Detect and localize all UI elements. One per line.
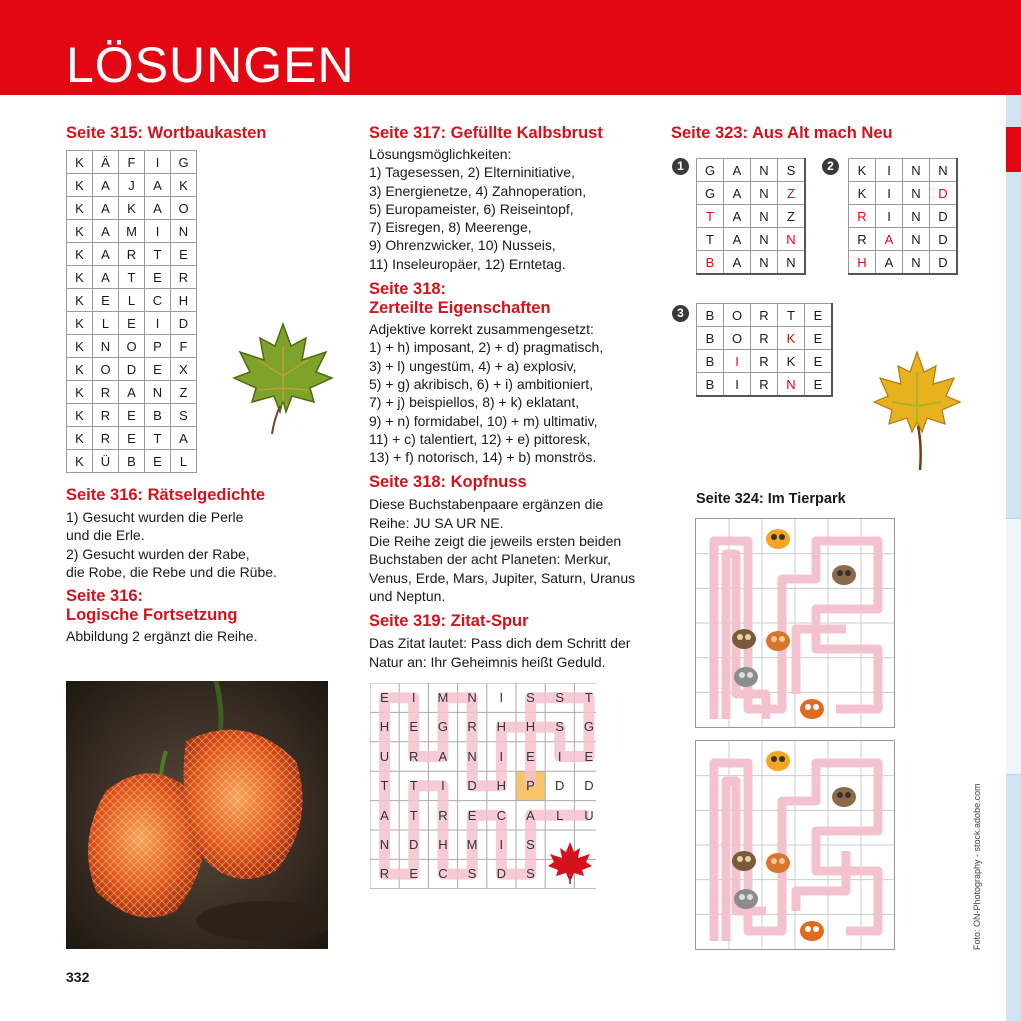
s318a-text-line: Adjektive korrekt zusammengesetzt: — [369, 321, 594, 338]
grid-cell: D — [119, 358, 145, 381]
grid-cell: R — [93, 381, 119, 404]
grid-cell: A — [380, 807, 389, 823]
grid-cell: N — [467, 690, 477, 705]
s316-text-line: 1) Gesucht wurden die Perle — [66, 509, 244, 525]
grid-cell: N — [93, 335, 119, 358]
grid-row — [697, 182, 806, 205]
grid-cell: E — [145, 358, 171, 381]
grid-cell: A — [724, 228, 751, 251]
grid-cell: N — [467, 748, 477, 764]
grid-cell: D — [496, 866, 506, 882]
grid-cell: T — [409, 807, 418, 823]
grid-row — [849, 205, 958, 228]
grid-cell: T — [145, 427, 171, 450]
grid-cell: E — [805, 327, 833, 350]
grid-cell: B — [697, 373, 724, 397]
grid-row — [67, 404, 197, 427]
raccoon-icon — [734, 667, 758, 687]
grid-cell: D — [930, 251, 958, 275]
maple-leaf-red-icon — [546, 840, 594, 884]
grid-cell: Z — [778, 205, 806, 228]
grid-cell: A — [93, 197, 119, 220]
grid-cell: K — [67, 358, 93, 381]
grid-cell: E — [119, 312, 145, 335]
grid-cell: R — [379, 866, 390, 882]
grid-row — [697, 304, 833, 327]
s318a-heading-2: Zerteilte Eigenschaften — [369, 299, 551, 318]
grid-cell: M — [437, 690, 449, 705]
grid-cell: A — [93, 174, 119, 197]
grid-cell: C — [438, 866, 448, 882]
grid-cell: E — [119, 404, 145, 427]
grid-cell: I — [499, 748, 504, 764]
hedgehog-icon — [832, 787, 856, 807]
header-banner — [0, 0, 1021, 95]
tierpark-maze-1 — [695, 518, 895, 728]
grid-row — [67, 197, 197, 220]
grid-cell: I — [145, 220, 171, 243]
grid-cell: O — [93, 358, 119, 381]
grid-cell: I — [499, 690, 504, 705]
grid-cell: K — [67, 174, 93, 197]
raccoon-icon — [734, 889, 758, 909]
s319-text — [369, 634, 659, 671]
grid-cell: I — [876, 159, 903, 182]
s318b-text-line: Venus, Erde, Mars, Jupiter, Saturn, Uranus — [369, 569, 636, 586]
s316-text — [66, 508, 336, 581]
grid-cell: B — [119, 450, 145, 473]
grid-cell: S — [526, 837, 535, 852]
grid-cell: E — [409, 866, 419, 882]
grid-cell: H — [496, 778, 506, 794]
squirrel-icon — [766, 631, 790, 651]
grid-cell: A — [93, 243, 119, 266]
grid-cell: A — [526, 807, 535, 823]
grid-cell: O — [171, 197, 197, 220]
s317-text-line: 7) Eisregen, 8) Meerenge, — [369, 219, 532, 236]
hedgehog-icon — [832, 565, 856, 585]
grid-cell: S — [555, 690, 565, 705]
s316-text-line: die Robe, die Rebe und die Rübe. — [66, 563, 277, 580]
grid-cell: D — [467, 778, 477, 794]
grid-cell: R — [408, 748, 419, 764]
grid-cell: D — [930, 228, 958, 251]
s316b-text: Abbildung 2 ergänzt die Reihe. — [66, 628, 258, 645]
grid-cell: E — [93, 289, 119, 312]
grid-cell: O — [724, 304, 751, 327]
grid-cell: D — [554, 778, 565, 794]
s318a-text-line: 1) + h) imposant, 2) + d) pragmatisch, — [369, 339, 604, 356]
s318b-text-line: Diese Buchstabenpaare ergänzen die — [369, 496, 604, 513]
grid-cell: K — [67, 197, 93, 220]
grid-cell: K — [778, 327, 805, 350]
grid-row — [67, 312, 197, 335]
grid-cell: A — [145, 197, 171, 220]
s318a-text-line: 7) + j) beispiellos, 8) + k) eklatant, — [369, 394, 580, 411]
grid-cell: K — [67, 450, 93, 473]
grid-row — [697, 373, 833, 397]
grid-row — [697, 327, 833, 350]
grid-cell: E — [171, 243, 197, 266]
s319-heading: Seite 319: Zitat-Spur — [369, 612, 529, 631]
grid-cell: A — [724, 159, 751, 182]
s317-heading: Seite 317: Gefüllte Kalbsbrust — [369, 124, 603, 142]
grid-cell: A — [438, 748, 448, 764]
s318b-text-line: und Neptun. — [369, 587, 446, 604]
grid-cell: D — [408, 837, 419, 852]
photo-credit: Foto: ON-Photography - stock.adobe.com — [972, 783, 982, 950]
maze-path — [796, 851, 846, 911]
grid-cell: A — [724, 251, 751, 275]
s318b-text-line: Die Reihe zeigt die jeweils ersten beiden — [369, 533, 622, 550]
grid-cell: X — [171, 358, 197, 381]
s318a-text-line: 3) + l) ungestüm, 4) + a) explosiv, — [369, 357, 577, 374]
grid-cell: L — [119, 289, 145, 312]
s316-heading: Seite 316: Rätselgedichte — [66, 486, 265, 504]
grid-cell: K — [67, 243, 93, 266]
grid-row — [697, 159, 806, 182]
grid-cell: G — [697, 182, 724, 205]
grid-row — [849, 228, 958, 251]
grid-cell: O — [119, 335, 145, 358]
grid-cell: S — [526, 866, 535, 882]
grid-cell: G — [437, 719, 448, 735]
grid-cell: F — [171, 335, 197, 358]
grid-row — [67, 243, 197, 266]
grid-row — [67, 335, 197, 358]
s317-text-line: 11) Inseleuropäer, 12) Erntetag. — [369, 255, 566, 272]
bird-icon — [766, 529, 790, 549]
grid-cell: B — [697, 251, 724, 275]
grid-cell: N — [145, 381, 171, 404]
grid-cell: A — [119, 381, 145, 404]
s319-text-line: Natur an: Ihr Geheimnis heißt Geduld. — [369, 653, 606, 670]
grid-cell: L — [93, 312, 119, 335]
grid-2-number-badge: 2 — [822, 158, 839, 175]
grid-cell: D — [584, 778, 594, 794]
s318a-text-line: 5) + g) akribisch, 6) + i) ambitioniert, — [369, 375, 594, 392]
s317-text-line: 9) Ohrenzwicker, 10) Nusseis, — [369, 237, 556, 254]
s317-text-line: Lösungsmöglichkeiten: — [369, 146, 512, 162]
grid-cell: K — [67, 335, 93, 358]
grid-cell: N — [930, 159, 958, 182]
tierpark-maze-2 — [695, 740, 895, 950]
maze-drawing — [696, 519, 894, 727]
s318b-text — [369, 495, 659, 605]
grid-cell: Ü — [93, 450, 119, 473]
grid-row — [849, 182, 958, 205]
grid-cell: N — [751, 159, 778, 182]
grid-cell: B — [697, 350, 724, 373]
grid-cell: R — [751, 373, 778, 397]
grid-row — [67, 289, 197, 312]
grid-cell: M — [466, 837, 478, 852]
grid-row — [67, 220, 197, 243]
grid-cell: I — [145, 312, 171, 335]
grid-cell: N — [778, 251, 806, 275]
grid-row — [849, 159, 958, 182]
grid-cell: N — [903, 205, 930, 228]
grid-row — [67, 427, 197, 450]
grid-cell: R — [93, 404, 119, 427]
s319-text-line: Das Zitat lautet: Pass dich dem Schritt der — [369, 635, 631, 652]
grid-cell: R — [751, 350, 778, 373]
grid-cell: I — [145, 151, 171, 174]
grid-cell: N — [751, 228, 778, 251]
side-tab-marker — [1006, 127, 1021, 172]
s318b-text-line: Buchstaben der acht Planeten: Merkur, — [369, 551, 612, 568]
grid-cell: R — [171, 266, 197, 289]
grid-cell: N — [171, 220, 197, 243]
s316b-heading-2: Logische Fortsetzung — [66, 606, 238, 625]
grid-cell: K — [67, 151, 93, 174]
grid-cell: G — [583, 719, 594, 735]
grid-cell: R — [467, 719, 477, 735]
grid-cell: E — [145, 266, 171, 289]
grid-cell: D — [171, 312, 197, 335]
grid-cell: I — [724, 373, 751, 397]
grid-cell: R — [119, 243, 145, 266]
s316-text-line: 2) Gesucht wurden der Rabe, — [66, 545, 250, 562]
grid-cell: K — [67, 427, 93, 450]
grid-cell: U — [379, 748, 390, 764]
grid-cell: N — [903, 159, 930, 182]
grid-row — [697, 205, 806, 228]
grid-cell: I — [557, 748, 562, 764]
grid-cell: N — [751, 205, 778, 228]
grid-cell: A — [93, 220, 119, 243]
grid-row — [67, 151, 197, 174]
s316-text-line: und die Erle. — [66, 527, 145, 544]
grid-cell: F — [119, 151, 145, 174]
fox-icon — [800, 921, 824, 941]
grid-row — [67, 450, 197, 473]
grid-cell: H — [496, 719, 506, 735]
grid-row — [849, 251, 958, 275]
physalis-photo — [66, 681, 328, 949]
grid-cell: K — [67, 289, 93, 312]
grid-cell: P — [526, 778, 535, 794]
grid-cell: S — [778, 159, 806, 182]
s318b-heading: Seite 318: Kopfnuss — [369, 473, 527, 492]
grid-cell: E — [409, 719, 419, 735]
maze-path — [796, 629, 846, 694]
grid-cell: K — [67, 404, 93, 427]
grid-row — [67, 174, 197, 197]
grid-cell: I — [724, 350, 751, 373]
grid-cell: N — [903, 251, 930, 275]
grid-cell: T — [697, 228, 724, 251]
grid-cell: K — [67, 381, 93, 404]
page-title: LÖSUNGEN — [66, 37, 355, 93]
grid-cell: E — [467, 807, 477, 823]
grid-cell: Z — [171, 381, 197, 404]
s317-text — [369, 145, 659, 273]
grid-row — [67, 358, 197, 381]
grid-cell: E — [119, 427, 145, 450]
bird-icon — [766, 751, 790, 771]
grid-cell: N — [379, 837, 390, 852]
s318a-text-line: 9) + n) formidabel, 10) + m) ultimativ, — [369, 412, 598, 429]
grid-cell: A — [876, 228, 903, 251]
page-number: 332 — [66, 969, 90, 985]
grid-cell: R — [849, 205, 876, 228]
s318a-text-line: 11) + c) talentiert, 12) + e) pittoresk, — [369, 430, 591, 447]
side-tab-preview — [1006, 518, 1021, 775]
grid-3-number-badge: 3 — [672, 305, 689, 322]
grid-cell: U — [584, 807, 594, 823]
grid-cell: I — [876, 182, 903, 205]
grid-cell: J — [119, 174, 145, 197]
maze-drawing — [696, 741, 894, 949]
grid-cell: H — [525, 719, 536, 735]
grid-cell: Ä — [93, 151, 119, 174]
grid-cell: E — [380, 690, 389, 705]
grid-cell: B — [697, 327, 724, 350]
grid-cell: K — [849, 182, 876, 205]
grid-cell: S — [555, 719, 565, 735]
grid-cell: K — [171, 174, 197, 197]
s324-heading: Seite 324: Im Tierpark — [696, 491, 846, 507]
grid-cell: I — [411, 690, 416, 705]
owl-icon — [732, 851, 756, 871]
grid-cell: L — [556, 807, 564, 823]
grid-cell: T — [380, 778, 389, 794]
maple-leaf-yellow-image — [872, 346, 962, 472]
grid-cell: B — [145, 404, 171, 427]
grid-cell: S — [467, 866, 477, 882]
grid-cell: G — [697, 159, 724, 182]
grid-cell: R — [438, 807, 448, 823]
grid-cell: B — [697, 304, 724, 327]
grid-cell: I — [441, 778, 445, 794]
owl-icon — [732, 629, 756, 649]
s318b-text-line: Reihe: JU SA UR NE. — [369, 514, 504, 531]
grid-cell: E — [805, 373, 833, 397]
grid-cell: A — [93, 266, 119, 289]
grid-cell: D — [930, 205, 958, 228]
grid-1-number-badge: 1 — [672, 158, 689, 175]
grid-cell: I — [499, 837, 504, 852]
grid-cell: C — [145, 289, 171, 312]
grid-cell: R — [751, 327, 778, 350]
grid-cell: K — [849, 159, 876, 182]
grid-cell: Z — [778, 182, 806, 205]
grid-cell: A — [171, 427, 197, 450]
grid-cell: K — [67, 220, 93, 243]
grid-cell: T — [119, 266, 145, 289]
grid-cell: H — [171, 289, 197, 312]
wortbaukasten-grid — [66, 150, 197, 473]
grid-cell: M — [119, 220, 145, 243]
grid-cell: C — [496, 807, 506, 823]
grid-cell: T — [697, 205, 724, 228]
grid-cell: T — [778, 304, 805, 327]
grid-cell: K — [778, 350, 805, 373]
grid-row — [697, 251, 806, 275]
grid-cell: T — [409, 778, 418, 794]
s317-text-line: 5) Europameister, 6) Reiseintopf, — [369, 200, 574, 217]
grid-cell: N — [778, 228, 806, 251]
grid-cell: K — [67, 266, 93, 289]
s317-text-line: 3) Energienetze, 4) Zahnoperation, — [369, 182, 587, 199]
alt-neu-grid-2 — [848, 158, 958, 275]
grid-cell: E — [145, 450, 171, 473]
grid-cell: L — [171, 450, 197, 473]
grid-row — [67, 266, 197, 289]
grid-cell: N — [778, 373, 805, 397]
s318a-text-line: 13) + f) notorisch, 14) + b) monströs. — [369, 449, 597, 466]
s315-heading: Seite 315: Wortbaukasten — [66, 124, 267, 142]
grid-cell: R — [751, 304, 778, 327]
fox-icon — [800, 699, 824, 719]
s323-heading: Seite 323: Aus Alt mach Neu — [671, 124, 893, 142]
grid-cell: K — [67, 312, 93, 335]
grid-cell: N — [751, 182, 778, 205]
grid-cell: R — [849, 228, 876, 251]
grid-cell: E — [526, 748, 535, 764]
grid-cell: N — [903, 182, 930, 205]
s317-text-line: 1) Tagesessen, 2) Elterninitiative, — [369, 164, 575, 181]
s318a-heading-1: Seite 318: — [369, 280, 447, 299]
grid-cell: D — [930, 182, 958, 205]
grid-cell: E — [584, 748, 594, 764]
grid-cell: A — [876, 251, 903, 275]
grid-cell: T — [584, 690, 593, 705]
s316b-heading-1: Seite 316: — [66, 587, 144, 606]
grid-cell: R — [93, 427, 119, 450]
s318a-text — [369, 320, 659, 466]
grid-cell: H — [438, 837, 448, 852]
grid-row — [697, 350, 833, 373]
grid-row — [697, 228, 806, 251]
grid-cell: N — [903, 228, 930, 251]
grid-cell: H — [379, 719, 390, 735]
column-middle — [369, 124, 659, 671]
grid-cell: K — [119, 197, 145, 220]
grid-cell: E — [805, 304, 833, 327]
grid-cell: A — [724, 205, 751, 228]
grid-cell: O — [724, 327, 751, 350]
grid-cell: N — [751, 251, 778, 275]
grid-cell: S — [171, 404, 197, 427]
grid-cell: G — [171, 151, 197, 174]
grid-cell: H — [849, 251, 876, 275]
grid-cell: T — [145, 243, 171, 266]
alt-neu-grid-3 — [696, 303, 833, 397]
grid-cell: A — [145, 174, 171, 197]
grid-cell: S — [526, 690, 535, 705]
grid-cell: P — [145, 335, 171, 358]
squirrel-icon — [766, 853, 790, 873]
alt-neu-grid-1 — [696, 158, 806, 275]
grid-row — [67, 381, 197, 404]
grid-cell: I — [876, 205, 903, 228]
grid-cell: E — [805, 350, 833, 373]
maple-leaf-green-image — [228, 316, 338, 436]
grid-cell: A — [724, 182, 751, 205]
